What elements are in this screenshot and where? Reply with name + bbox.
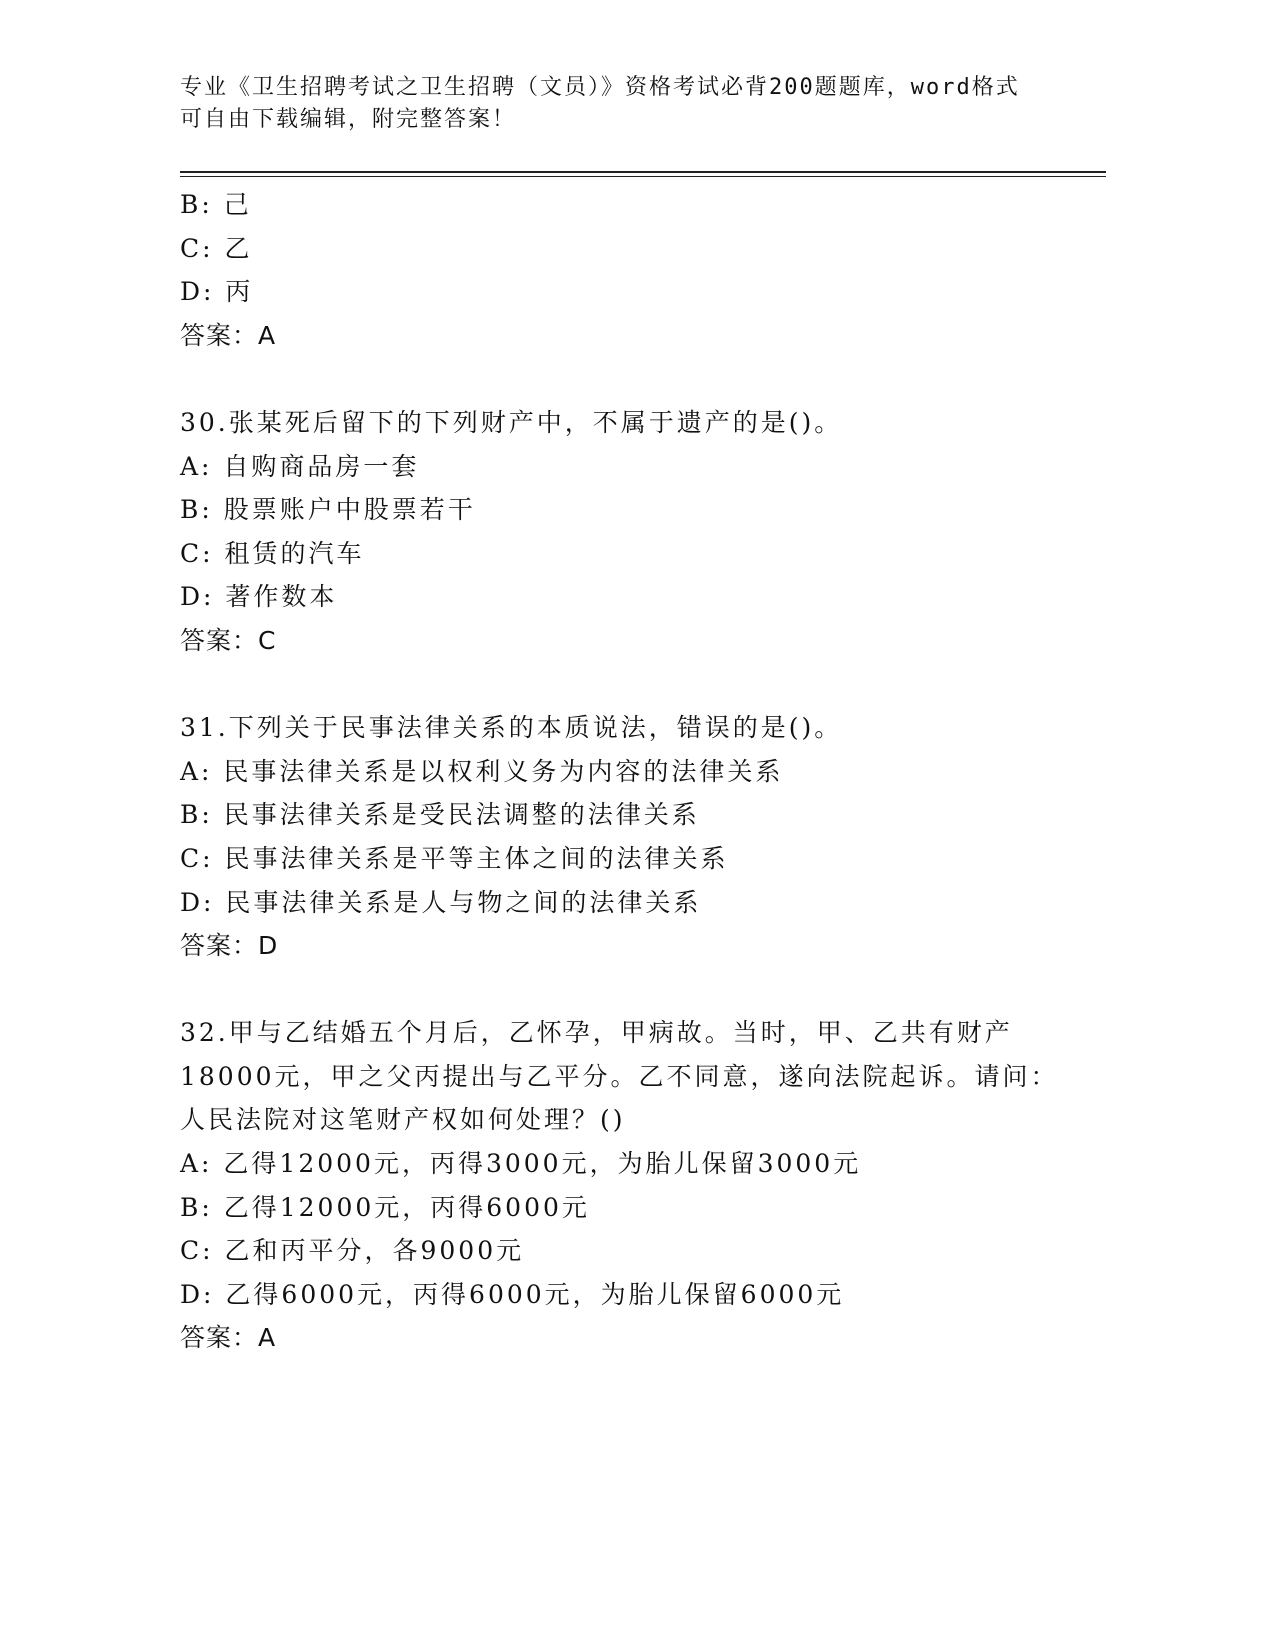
header-line-1: 专业《卫生招聘考试之卫生招聘（文员）》资格考试必背200题题库，word格式 [180,75,1020,100]
option-a: A: 乙得12000元，丙得3000元，为胎儿保留3000元 [180,1149,862,1179]
question-stem: 30.张某死后留下的下列财产中，不属于遗产的是()。 [180,407,843,437]
option-c: C: 乙和丙平分，各9000元 [180,1236,525,1266]
question-partial [180,183,1080,357]
option-d: D: 民事法律关系是人与物之间的法律关系 [180,887,702,917]
spacer [180,357,1080,401]
spacer [180,663,1080,707]
question-stem-line-3: 人民法院对这笔财产权如何处理？() [180,1105,626,1135]
option-d: D: 丙 [180,277,254,307]
header-line-2: 可自由下载编辑，附完整答案！ [180,107,517,132]
option-d: D: 乙得6000元，丙得6000元，为胎儿保留6000元 [180,1279,845,1309]
option-d: D: 著作数本 [180,582,338,612]
document-header [180,72,1060,136]
option-b: B: 己 [180,190,252,219]
header-divider-thin [180,176,1106,177]
question-stem: 31.下列关于民事法律关系的本质说法，错误的是()。 [180,713,843,743]
option-b: B: 乙得12000元，丙得6000元 [180,1192,590,1222]
question-32 [180,1011,1080,1360]
question-stem-line-1: 32.甲与乙结婚五个月后，乙怀孕，甲病故。当时，甲、乙共有财产 [180,1018,1013,1048]
question-30 [180,401,1080,663]
option-a: A: 民事法律关系是以权利义务为内容的法律关系 [180,756,784,786]
question-list [180,183,1080,1360]
option-b: B: 股票账户中股票若干 [180,495,476,525]
header-divider-thick [180,171,1106,173]
option-c: C: 民事法律关系是平等主体之间的法律关系 [180,843,729,873]
answer-line: 答案：D [180,931,279,961]
question-stem-line-2: 18000元，甲之父丙提出与乙平分。乙不同意，遂向法院起诉。请问： [180,1061,1059,1091]
option-c: C: 租赁的汽车 [180,538,365,568]
answer-line: 答案：C [180,625,277,655]
answer-line: 答案：A [180,320,277,350]
spacer [180,968,1080,1012]
answer-line: 答案：A [180,1323,277,1353]
question-31 [180,706,1080,968]
option-c: C: 乙 [180,233,253,263]
option-b: B: 民事法律关系是受民法调整的法律关系 [180,800,700,830]
option-a: A: 自购商品房一套 [180,451,420,481]
